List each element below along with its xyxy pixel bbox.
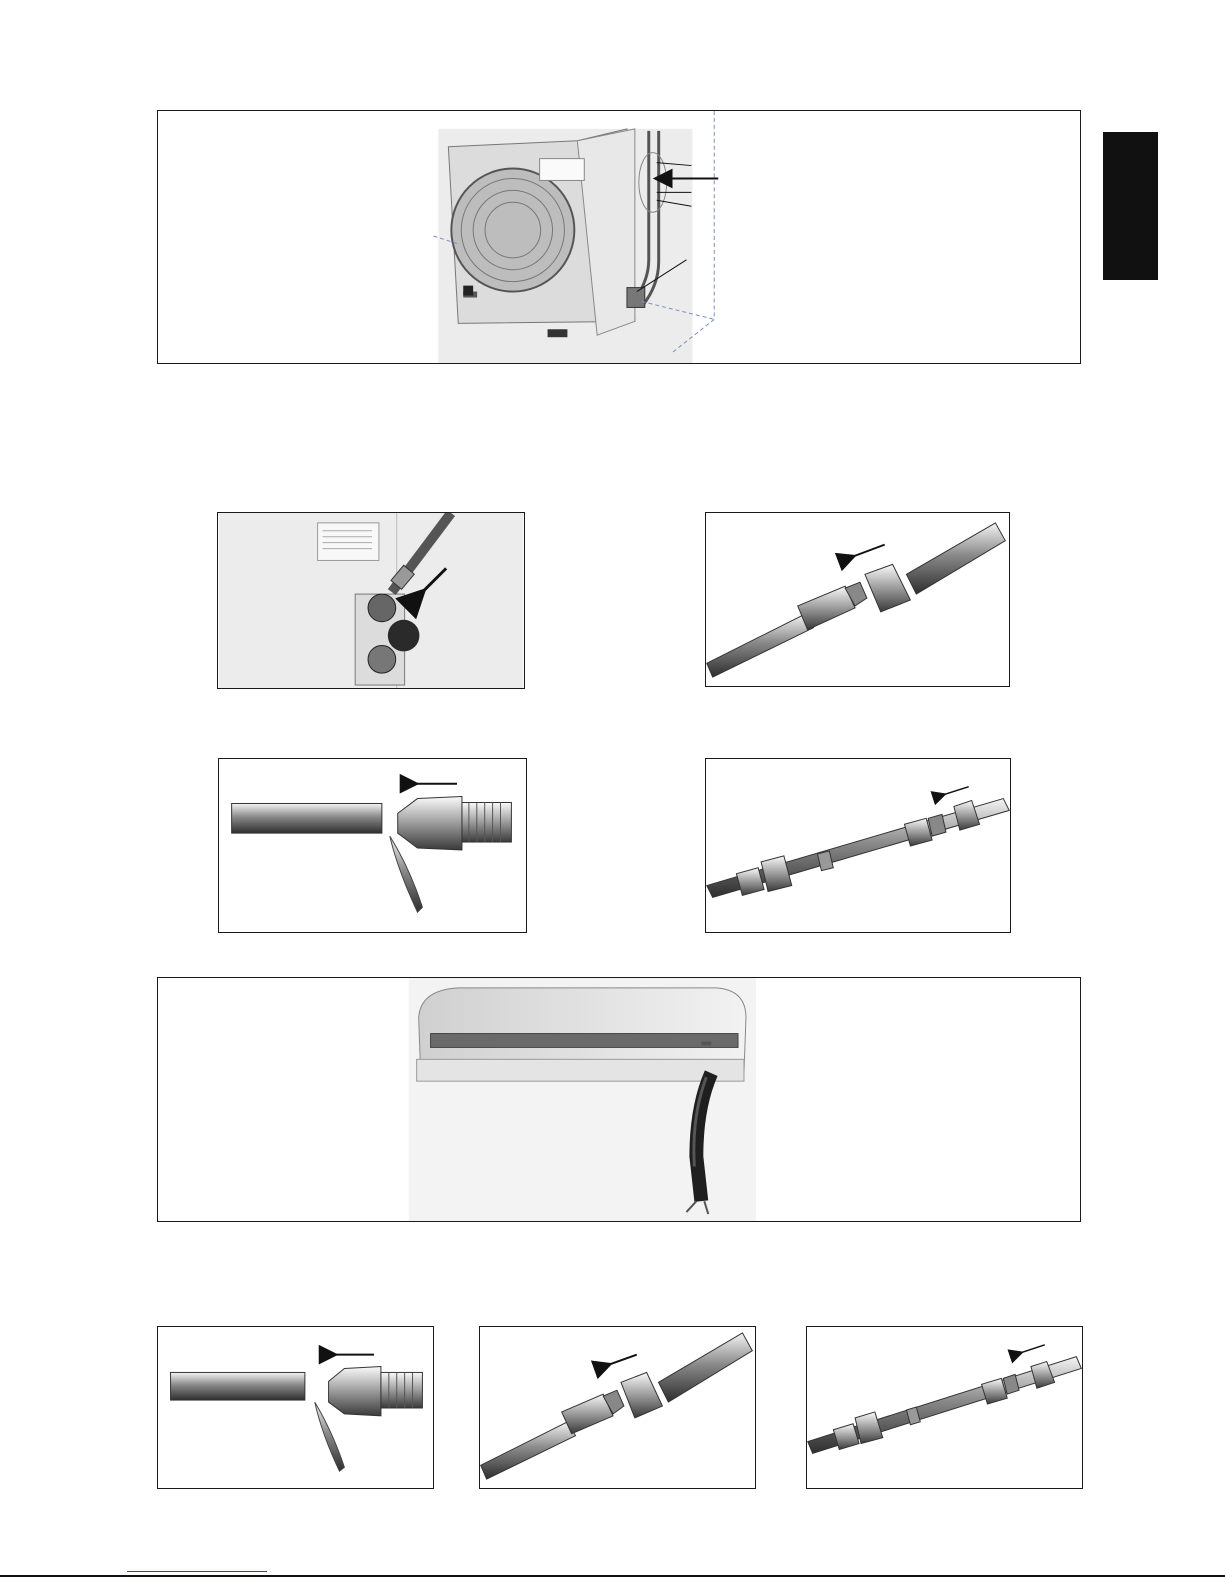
- language-tab: [1103, 132, 1158, 280]
- indoor-unit-illustration: [158, 978, 1080, 1221]
- flare-nut-illustration: [706, 513, 1009, 686]
- flare-nut-joining-figure-2: [479, 1326, 756, 1489]
- pipe-extension-joint-figure: [705, 758, 1011, 933]
- tube-cutting-illustration: [158, 1327, 433, 1488]
- service-valve-illustration: [218, 513, 524, 688]
- tube-cutting-illustration: [219, 759, 526, 932]
- pipe-extension-illustration: [706, 759, 1010, 932]
- flare-nut-illustration: [480, 1327, 755, 1488]
- footer-rule: [0, 1575, 1225, 1577]
- flare-nut-joining-figure: [705, 512, 1010, 687]
- outdoor-unit-figure: [157, 110, 1081, 364]
- pipe-extension-joint-figure-2: [806, 1326, 1083, 1489]
- pipe-extension-illustration: [807, 1327, 1082, 1488]
- valve-connection-figure: [217, 512, 525, 689]
- flare-tube-cut-figure-2: [157, 1326, 434, 1489]
- flare-tube-cut-figure: [218, 758, 527, 933]
- indoor-unit-figure: [157, 977, 1081, 1222]
- footer-link-underline[interactable]: [127, 1571, 267, 1572]
- outdoor-unit-illustration: [158, 111, 1080, 363]
